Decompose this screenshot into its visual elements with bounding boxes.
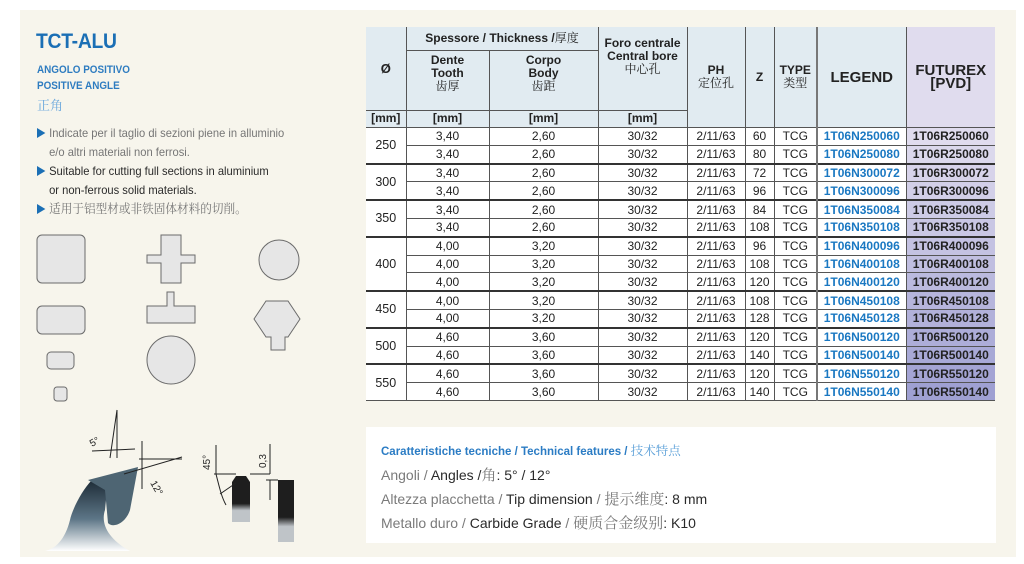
table-row [366,182,995,200]
body-thickness-cell: 2,60 [489,182,598,200]
ph-cell: 2/11/63 [687,364,745,382]
subtitle-chinese: 正角 [37,98,64,113]
table-row [366,255,995,273]
type-cell: TCG [774,237,817,255]
ph-cell: 2/11/63 [687,346,745,364]
body-thickness-cell: 3,20 [489,309,598,327]
futurex-code-cell: 1T06R300072 [906,164,995,182]
body-thickness-cell: 3,60 [489,328,598,346]
ph-cell: 2/11/63 [687,128,745,146]
type-cell: TCG [774,273,817,291]
futurex-code-cell: 1T06R250080 [906,145,995,163]
futurex-code-cell: 1T06R550140 [906,383,995,401]
legend-code-cell: 1T06N550140 [817,383,906,401]
body-thickness-cell: 3,20 [489,273,598,291]
tooth-unit: [mm] [406,111,489,128]
diameter-cell: 550 [366,364,406,400]
ph-cell: 2/11/63 [687,291,745,309]
technical-features-box [366,427,996,543]
futurex-code-cell: 1T06R550120 [906,364,995,382]
ph-header: PH 定位孔 [687,27,745,128]
tech-carbide-grade: Metallo duro / Carbide Grade / 硬质合金级别: K10 [381,515,696,532]
diameter-cell: 400 [366,237,406,291]
body-thickness-cell: 2,60 [489,128,598,146]
table-row [366,346,995,364]
svg-text:5°: 5° [88,435,102,450]
central-bore-cell: 30/32 [598,309,687,327]
ph-cell: 2/11/63 [687,328,745,346]
tooth-thickness-cell: 4,60 [406,346,489,364]
legend-code-cell: 1T06N250060 [817,128,906,146]
type-cell: TCG [774,383,817,401]
body-unit: [mm] [489,111,598,128]
diameter-cell: 300 [366,164,406,201]
teeth-count-cell: 140 [745,383,774,401]
type-cell: TCG [774,182,817,200]
teeth-count-cell: 60 [745,128,774,146]
body-thickness-cell: 2,60 [489,164,598,182]
bullet-chinese: 适用于铝型材或非铁固体材料的切削。 [37,200,316,219]
tooth-thickness-cell: 3,40 [406,128,489,146]
tooth-thickness-cell: 4,00 [406,309,489,327]
type-cell: TCG [774,200,817,218]
body-thickness-cell: 3,20 [489,255,598,273]
legend-header: LEGEND [817,27,906,128]
body-thickness-cell: 3,60 [489,346,598,364]
tooth-thickness-cell: 3,40 [406,145,489,163]
table-row [366,200,995,218]
table-row [366,128,995,146]
futurex-code-cell: 1T06R500120 [906,328,995,346]
futurex-code-cell: 1T06R450108 [906,291,995,309]
futurex-code-cell: 1T06R300096 [906,182,995,200]
thickness-group-header: Spessore / Thickness /厚度 [406,27,598,50]
bullet-triangle-icon [37,166,45,176]
body-thickness-cell: 3,20 [489,291,598,309]
central-bore-header: Foro centrale Central bore 中心孔 [598,27,687,111]
tooth-thickness-cell: 3,40 [406,218,489,236]
teeth-count-cell: 96 [745,237,774,255]
svg-text:45°: 45° [202,454,213,470]
central-bore-cell: 30/32 [598,182,687,200]
central-bore-cell: 30/32 [598,128,687,146]
central-bore-cell: 30/32 [598,383,687,401]
teeth-count-cell: 96 [745,182,774,200]
type-cell: TCG [774,328,817,346]
product-title: TCT-ALU [36,30,117,53]
body-thickness-cell: 2,60 [489,218,598,236]
table-row [366,291,995,309]
futurex-code-cell: 1T06R400108 [906,255,995,273]
type-header: TYPE 类型 [774,27,817,128]
teeth-count-cell: 120 [745,328,774,346]
type-cell: TCG [774,291,817,309]
legend-code-cell: 1T06N450128 [817,309,906,327]
futurex-code-cell: 1T06R350108 [906,218,995,236]
diameter-cell: 500 [366,328,406,365]
central-bore-cell: 30/32 [598,200,687,218]
table-row [366,309,995,327]
teeth-count-cell: 120 [745,273,774,291]
futurex-header: FUTUREX [PVD] [906,27,995,128]
legend-code-cell: 1T06N400120 [817,273,906,291]
ph-cell: 2/11/63 [687,255,745,273]
body-header: Corpo Body 齿距 [489,50,598,111]
teeth-count-cell: 80 [745,145,774,163]
ph-cell: 2/11/63 [687,200,745,218]
teeth-count-cell: 140 [745,346,774,364]
tooth-thickness-cell: 3,40 [406,200,489,218]
teeth-count-cell: 72 [745,164,774,182]
tooth-thickness-cell: 4,60 [406,383,489,401]
legend-code-cell: 1T06N300096 [817,182,906,200]
body-thickness-cell: 3,20 [489,237,598,255]
futurex-code-cell: 1T06R400096 [906,237,995,255]
table-row [366,237,995,255]
type-cell: TCG [774,255,817,273]
futurex-code-cell: 1T06R250060 [906,128,995,146]
central-bore-cell: 30/32 [598,328,687,346]
tooth-thickness-cell: 4,60 [406,364,489,382]
bullet-triangle-icon [37,128,45,138]
teeth-count-cell: 108 [745,291,774,309]
tooth-thickness-cell: 3,40 [406,182,489,200]
tooth-thickness-cell: 4,00 [406,237,489,255]
body-thickness-cell: 3,60 [489,364,598,382]
type-cell: TCG [774,145,817,163]
legend-code-cell: 1T06N400108 [817,255,906,273]
feature-bullets [37,124,337,220]
legend-code-cell: 1T06N400096 [817,237,906,255]
futurex-code-cell: 1T06R450128 [906,309,995,327]
subtitle-italian: ANGOLO POSITIVO [37,64,130,76]
tooth-header: Dente Tooth 齿厚 [406,50,489,111]
table-row [366,218,995,236]
legend-code-cell: 1T06N500120 [817,328,906,346]
legend-code-cell: 1T06N300072 [817,164,906,182]
teeth-count-cell: 120 [745,364,774,382]
tech-angles: Angoli / Angles /角: 5° / 12° [381,467,551,484]
svg-text:0,3: 0,3 [258,454,269,468]
table-row [366,328,995,346]
ph-cell: 2/11/63 [687,182,745,200]
svg-text:12°: 12° [147,479,165,498]
ph-cell: 2/11/63 [687,383,745,401]
ph-cell: 2/11/63 [687,237,745,255]
type-cell: TCG [774,364,817,382]
legend-code-cell: 1T06N350108 [817,218,906,236]
bullet-english: Suitable for cutting full sections in aluminium or non-ferrous solid materials. [37,162,316,199]
tooth-thickness-cell: 3,40 [406,164,489,182]
type-cell: TCG [774,128,817,146]
tooth-thickness-cell: 4,00 [406,291,489,309]
futurex-code-cell: 1T06R400120 [906,273,995,291]
central-bore-cell: 30/32 [598,218,687,236]
type-cell: TCG [774,346,817,364]
z-header: Z [745,27,774,128]
teeth-count-cell: 108 [745,218,774,236]
teeth-count-cell: 108 [745,255,774,273]
legend-code-cell: 1T06N350084 [817,200,906,218]
legend-code-cell: 1T06N550120 [817,364,906,382]
legend-code-cell: 1T06N500140 [817,346,906,364]
teeth-count-cell: 128 [745,309,774,327]
type-cell: TCG [774,218,817,236]
central-bore-cell: 30/32 [598,255,687,273]
futurex-code-cell: 1T06R350084 [906,200,995,218]
type-cell: TCG [774,309,817,327]
bullet-triangle-icon [37,204,45,214]
product-spec-table [366,27,995,401]
diameter-cell: 350 [366,200,406,237]
central-bore-cell: 30/32 [598,291,687,309]
body-thickness-cell: 2,60 [489,145,598,163]
central-bore-cell: 30/32 [598,346,687,364]
diameter-unit: [mm] [366,111,406,128]
central-bore-cell: 30/32 [598,164,687,182]
tooth-thickness-cell: 4,60 [406,328,489,346]
tooth-thickness-cell: 4,00 [406,255,489,273]
central-bore-cell: 30/32 [598,364,687,382]
central-bore-cell: 30/32 [598,145,687,163]
futurex-code-cell: 1T06R500140 [906,346,995,364]
central-bore-cell: 30/32 [598,273,687,291]
body-thickness-cell: 3,60 [489,383,598,401]
body-thickness-cell: 2,60 [489,200,598,218]
diameter-cell: 250 [366,128,406,164]
bullet-italian: Indicate per il taglio di sezioni piene in alluminio e/o altri materiali non ferrosi. [37,124,316,161]
ph-cell: 2/11/63 [687,309,745,327]
diameter-cell: 450 [366,291,406,328]
legend-code-cell: 1T06N250080 [817,145,906,163]
ph-cell: 2/11/63 [687,273,745,291]
bore-unit: [mm] [598,111,687,128]
central-bore-cell: 30/32 [598,237,687,255]
tooth-thickness-cell: 4,00 [406,273,489,291]
ph-cell: 2/11/63 [687,218,745,236]
teeth-count-cell: 84 [745,200,774,218]
ph-cell: 2/11/63 [687,145,745,163]
technical-features-heading: Caratteristiche tecniche / Technical features / 技术特点 [381,444,681,458]
legend-code-cell: 1T06N450108 [817,291,906,309]
tech-tip-dimension: Altezza placchetta / Tip dimension / 提示维度: 8 mm [381,491,708,508]
table-row [366,364,995,382]
ph-cell: 2/11/63 [687,164,745,182]
table-row [366,383,995,401]
table-row [366,273,995,291]
diameter-header: Ø [366,27,406,110]
table-row [366,145,995,163]
subtitle-english: POSITIVE ANGLE [37,80,120,92]
table-row [366,164,995,182]
type-cell: TCG [774,164,817,182]
